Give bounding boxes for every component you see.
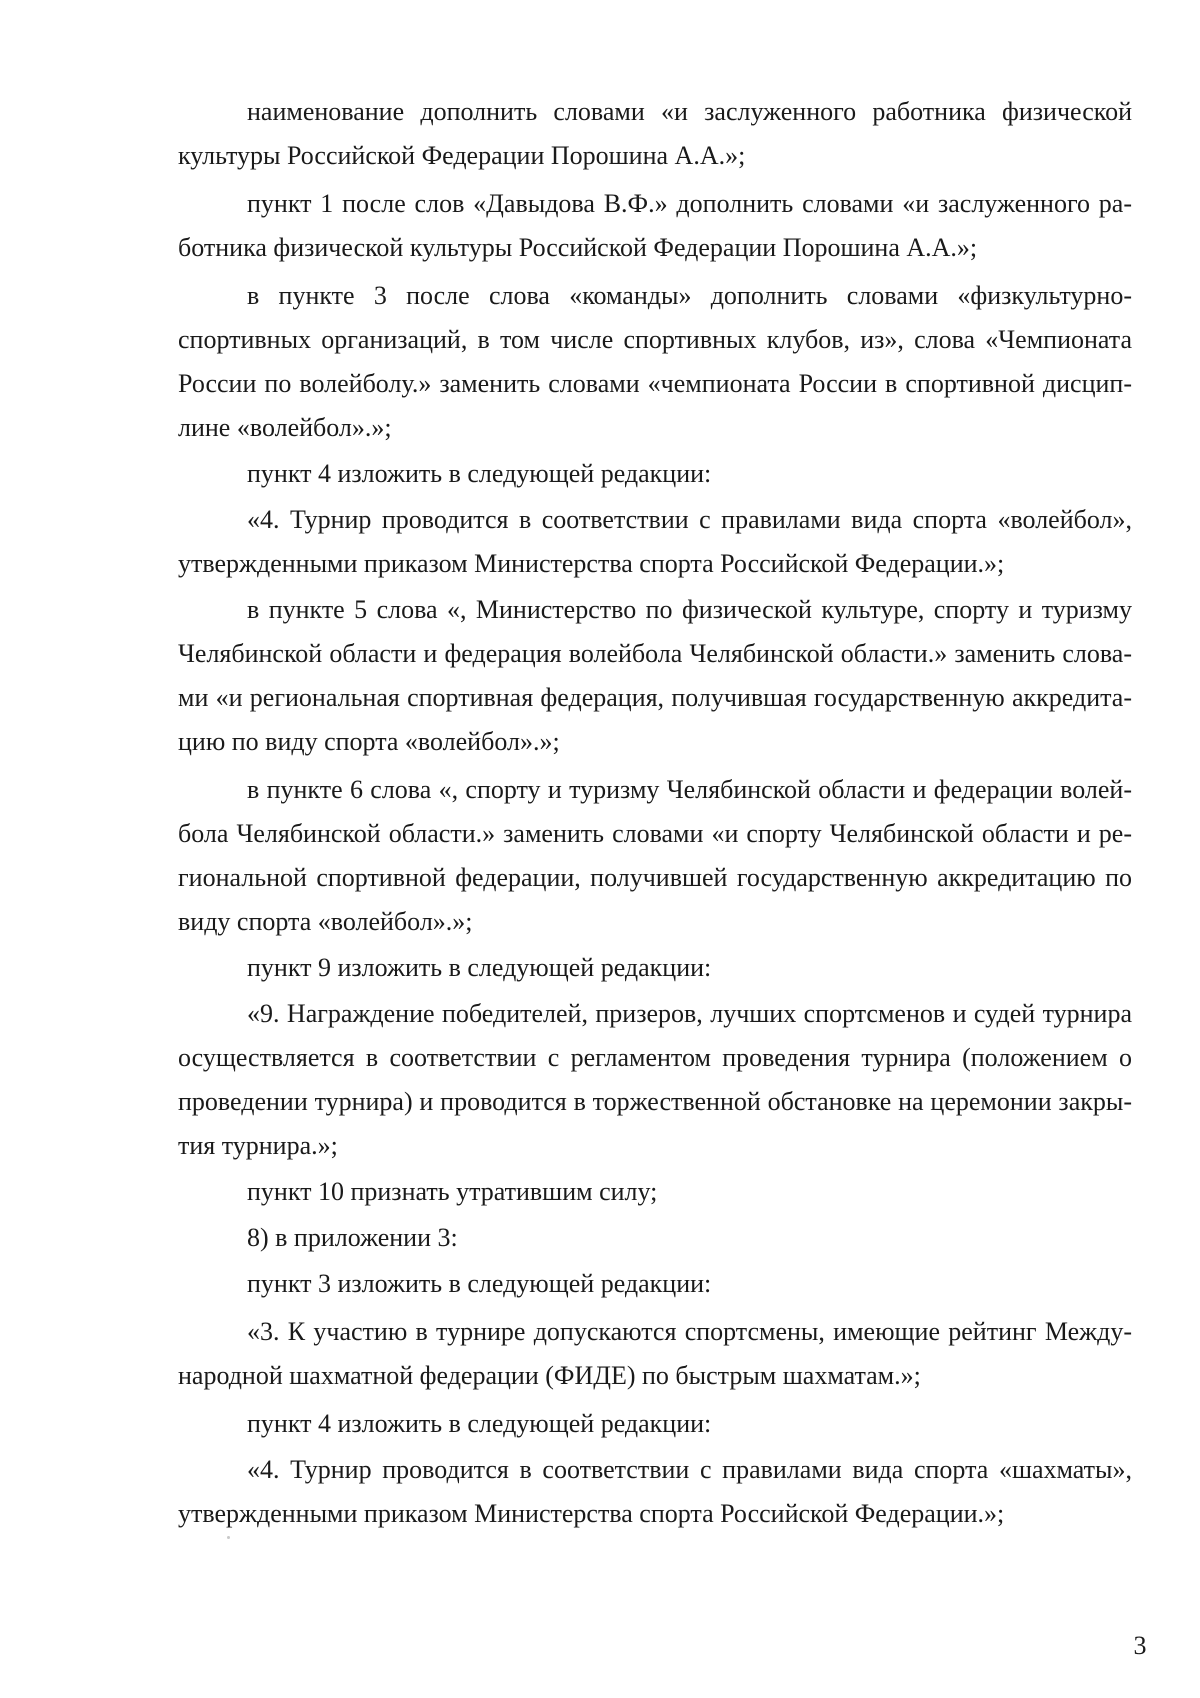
text-line: в пункте 3 после слова «команды» дополнить словами «физкультурно- bbox=[247, 281, 1132, 310]
text-line: утвержденными приказом Министерства спорта Российской Федерации.»; bbox=[178, 1499, 1005, 1528]
text-line: в пункте 6 слова «, спорту и туризму Челябинской области и федерации волей- bbox=[247, 775, 1132, 804]
text-line: пункт 1 после слов «Давыдова В.Ф.» дополнить словами «и заслуженного ра- bbox=[247, 189, 1132, 218]
text-line: народной шахматной федерации (ФИДЕ) по быстрым шахматам.»; bbox=[178, 1361, 921, 1390]
text-line: лине «волейбол».»; bbox=[178, 413, 392, 442]
text-line: спортивных организаций, в том числе спортивных клубов, из», слова «Чемпионата bbox=[178, 325, 1132, 354]
text-line: цию по виду спорта «волейбол».»; bbox=[178, 727, 560, 756]
text-line: утвержденными приказом Министерства спорта Российской Федерации.»; bbox=[178, 549, 1005, 578]
text-line: «4. Турнир проводится в соответствии с правилами вида спорта «волейбол», bbox=[247, 505, 1132, 534]
text-line: пункт 10 признать утратившим силу; bbox=[247, 1177, 658, 1206]
text-line: России по волейболу.» заменить словами «чемпионата России в спортивной дисцип- bbox=[178, 369, 1132, 398]
text-line: «4. Турнир проводится в соответствии с правилами вида спорта «шахматы», bbox=[247, 1455, 1132, 1484]
text-line: ми «и региональная спортивная федерация, получившая государственную аккредита- bbox=[178, 683, 1132, 712]
text-line: «9. Награждение победителей, призеров, лучших спортсменов и судей турнира bbox=[247, 999, 1132, 1028]
text-line: Челябинской области и федерация волейбола Челябинской области.» заменить слова- bbox=[178, 639, 1132, 668]
text-line: пункт 4 изложить в следующей редакции: bbox=[247, 1409, 712, 1438]
text-line: пункт 9 изложить в следующей редакции: bbox=[247, 953, 712, 982]
text-line: «3. К участию в турнире допускаются спортсмены, имеющие рейтинг Между- bbox=[247, 1317, 1132, 1346]
text-line: культуры Российской Федерации Порошина А.А.»; bbox=[178, 141, 746, 170]
text-line: ботника физической культуры Российской Федерации Порошина А.А.»; bbox=[178, 233, 978, 262]
text-line: виду спорта «волейбол».»; bbox=[178, 907, 473, 936]
scan-speck bbox=[227, 1536, 230, 1539]
text-line: проведении турнира) и проводится в торжественной обстановке на церемонии закры- bbox=[178, 1087, 1132, 1116]
text-line: в пункте 5 слова «, Министерство по физической культуре, спорту и туризму bbox=[247, 595, 1132, 624]
text-line: пункт 4 изложить в следующей редакции: bbox=[247, 459, 712, 488]
text-line: 8) в приложении 3: bbox=[247, 1223, 458, 1252]
text-line: наименование дополнить словами «и заслуженного работника физической bbox=[247, 97, 1132, 126]
text-line: тия турнира.»; bbox=[178, 1131, 338, 1160]
text-line: гиональной спортивной федерации, получившей государственную аккредитацию по bbox=[178, 863, 1132, 892]
text-line: осуществляется в соответствии с регламентом проведения турнира (положением о bbox=[178, 1043, 1132, 1072]
page-number: 3 bbox=[1133, 1631, 1147, 1660]
text-line: пункт 3 изложить в следующей редакции: bbox=[247, 1269, 712, 1298]
text-line: бола Челябинской области.» заменить словами «и спорту Челябинской области и ре- bbox=[178, 819, 1132, 848]
